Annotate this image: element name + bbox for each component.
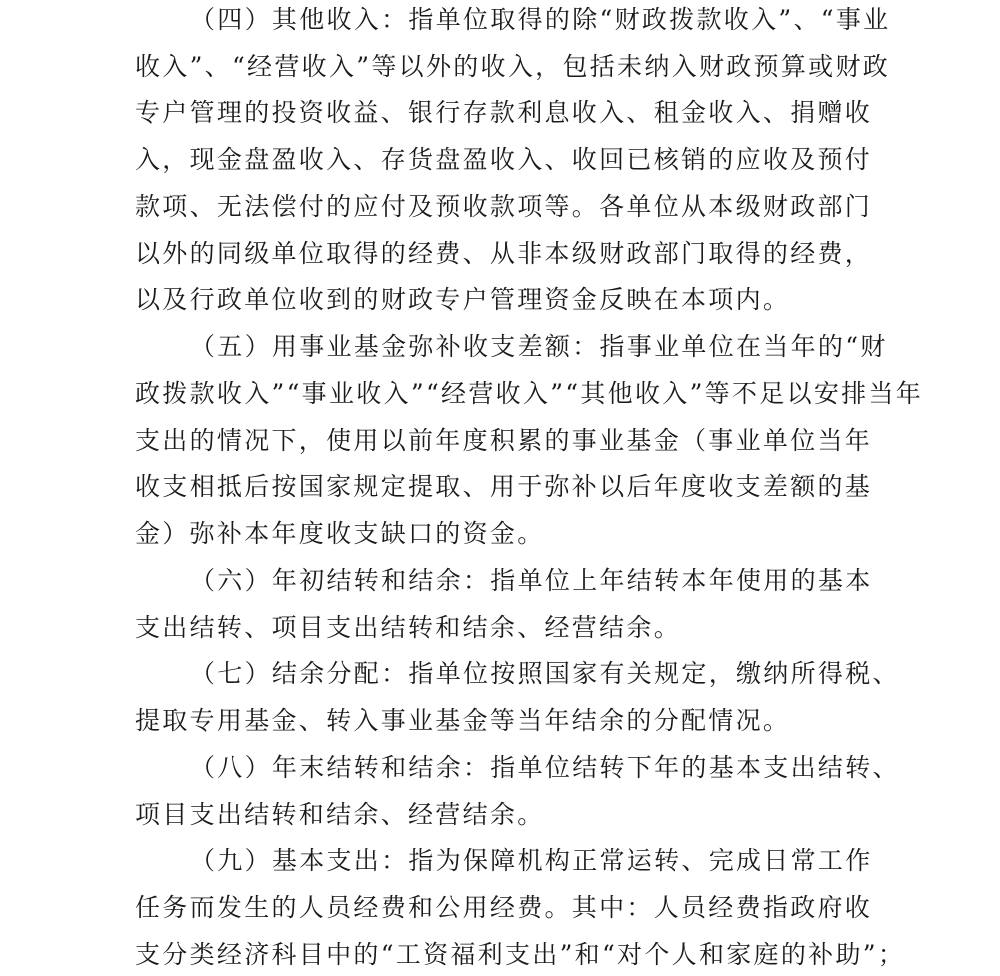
paragraph-4-line-3: 专户管理的投资收益、银行存款利息收入、租金收入、捐赠收 [135,98,873,127]
paragraph-9-line-1: （九）基本支出：指为保障机构正常运转、完成日常工作 [190,846,873,875]
paragraph-5-line-2: 政拨款收入”“事业收入”“经营收入”“其他收入”等不足以安排当年 [135,379,924,408]
paragraph-7-line-1: （七）结余分配：指单位按照国家有关规定，缴纳所得税、 [190,659,900,688]
paragraph-4-line-2: 收入”、“经营收入”等以外的收入，包括未纳入财政预算或财政 [135,52,891,81]
paragraph-4-line-4: 入，现金盘盈收入、存货盘盈收入、收回已核销的应收及预付 [135,145,873,174]
paragraph-8-line-1: （八）年末结转和结余：指单位结转下年的基本支出结转、 [190,753,900,782]
paragraph-9-line-2: 任务而发生的人员经费和公用经费。其中：人员经费指政府收 [135,893,873,922]
paragraph-7-line-2: 提取专用基金、转入事业基金等当年结余的分配情况。 [135,706,791,735]
paragraph-5-line-5: 金）弥补本年度收支缺口的资金。 [135,519,545,548]
paragraph-5-line-1: （五）用事业基金弥补收支差额：指事业单位在当年的“财 [190,332,888,361]
paragraph-4-line-7: 以及行政单位收到的财政专户管理资金反映在本项内。 [135,285,791,314]
paragraph-8-line-2: 项目支出结转和结余、经营结余。 [135,800,545,829]
paragraph-4-line-1: （四）其他收入：指单位取得的除“财政拨款收入”、“事业 [190,5,891,34]
paragraph-4-line-6: 以外的同级单位取得的经费、从非本级财政部门取得的经费， [135,239,873,268]
paragraph-9-line-3: 支分类经济科目中的“工资福利支出”和“对个人和家庭的补助”； [135,940,906,969]
paragraph-5-line-3: 支出的情况下，使用以前年度积累的事业基金（事业单位当年 [135,426,873,455]
paragraph-5-line-4: 收支相抵后按国家规定提取、用于弥补以后年度收支差额的基 [135,472,873,501]
paragraph-6-line-2: 支出结转、项目支出结转和结余、经营结余。 [135,613,682,642]
paragraph-4-line-5: 款项、无法偿付的应付及预收款项等。各单位从本级财政部门 [135,192,873,221]
paragraph-6-line-1: （六）年初结转和结余：指单位上年结转本年使用的基本 [190,566,873,595]
